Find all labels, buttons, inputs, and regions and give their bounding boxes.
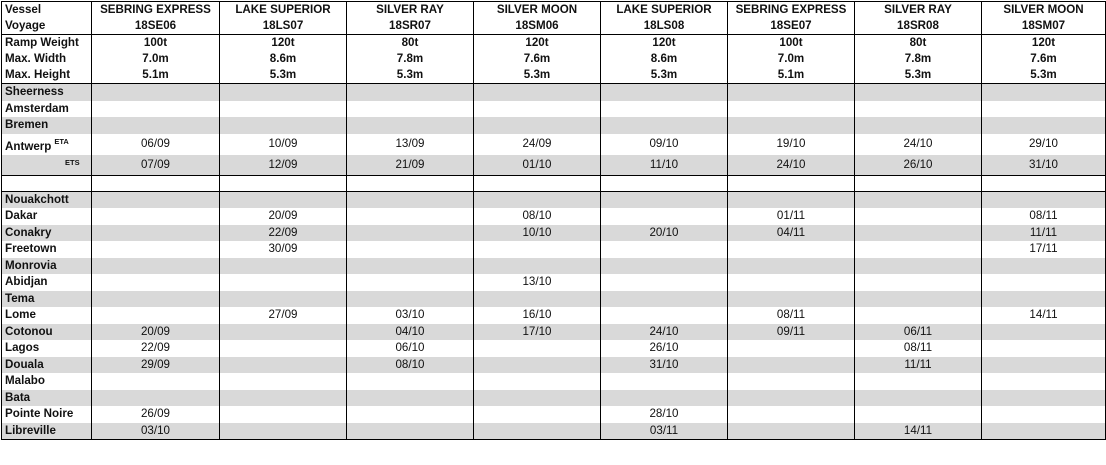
date-cell: 04/10 [347, 324, 474, 341]
date-cell [347, 373, 474, 390]
date-cell [982, 291, 1106, 308]
port-name: Bremen [5, 118, 49, 131]
port-name: Cotonou [2, 324, 92, 341]
date-cell: 04/11 [728, 225, 855, 242]
spec-value: 7.6m [982, 51, 1106, 67]
vessel-name: SILVER MOON [474, 2, 601, 19]
date-cell [92, 274, 220, 291]
port-row [2, 117, 1106, 134]
date-cell [347, 84, 474, 101]
port-row [2, 241, 1106, 258]
divider-cell [601, 175, 728, 191]
spec-value: 5.3m [347, 67, 474, 84]
date-cell [92, 241, 220, 258]
date-cell [855, 373, 982, 390]
date-cell [347, 390, 474, 407]
date-cell: 26/10 [855, 155, 982, 175]
spec-row [2, 35, 1106, 52]
date-cell [474, 117, 601, 134]
date-cell [601, 258, 728, 275]
port-name: Amsterdam [5, 101, 69, 115]
port-name: Nouakchott [2, 191, 92, 208]
date-cell [855, 208, 982, 225]
port-name: Lome [2, 307, 92, 324]
port-name: Freetown [2, 241, 92, 258]
date-cell: 17/11 [982, 241, 1106, 258]
vessel-name: SILVER RAY [347, 2, 474, 19]
port-name: Monrovia [2, 258, 92, 275]
port-row [2, 191, 1106, 208]
spec-value: 100t [92, 35, 220, 52]
date-cell [474, 84, 601, 101]
date-cell [601, 274, 728, 291]
date-cell [347, 423, 474, 440]
date-cell [728, 274, 855, 291]
date-cell [220, 423, 347, 440]
date-cell [855, 291, 982, 308]
date-cell [855, 258, 982, 275]
date-cell [347, 241, 474, 258]
date-cell: 08/10 [347, 357, 474, 374]
date-cell [601, 208, 728, 225]
date-cell [220, 406, 347, 423]
voyage-row [2, 18, 1106, 35]
date-cell [92, 84, 220, 101]
spec-row [2, 51, 1106, 67]
date-cell: 09/10 [601, 134, 728, 156]
spec-value: 120t [982, 35, 1106, 52]
date-cell: 27/09 [220, 307, 347, 324]
eta-tag: ETA [54, 136, 69, 146]
date-cell [92, 307, 220, 324]
spec-value: 120t [474, 35, 601, 52]
port-row [2, 357, 1106, 374]
date-cell [982, 258, 1106, 275]
spec-label: Ramp Weight [2, 35, 92, 52]
date-cell [855, 406, 982, 423]
date-cell: 16/10 [474, 307, 601, 324]
date-cell [855, 390, 982, 407]
vessel-name: SEBRING EXPRESS [728, 2, 855, 19]
date-cell: 22/09 [92, 340, 220, 357]
date-cell: 29/10 [982, 134, 1106, 156]
date-cell [92, 373, 220, 390]
port-row [2, 134, 1106, 156]
spec-value: 80t [347, 35, 474, 52]
spec-value: 5.3m [982, 67, 1106, 84]
date-cell: 29/09 [92, 357, 220, 374]
date-cell [474, 406, 601, 423]
date-cell [474, 258, 601, 275]
spec-row [2, 67, 1106, 84]
date-cell [220, 390, 347, 407]
date-cell: 10/10 [474, 225, 601, 242]
port-name-cell [2, 84, 92, 101]
date-cell [855, 241, 982, 258]
date-cell: 11/11 [982, 225, 1106, 242]
port-name: Sheerness [5, 85, 64, 98]
date-cell: 14/11 [855, 423, 982, 440]
date-cell: 31/10 [601, 357, 728, 374]
date-cell [728, 101, 855, 118]
date-cell [474, 241, 601, 258]
port-name: Douala [2, 357, 92, 374]
date-cell [220, 291, 347, 308]
date-cell [855, 101, 982, 118]
date-cell [347, 258, 474, 275]
date-cell [982, 324, 1106, 341]
port-row [2, 423, 1106, 440]
spec-value: 7.0m [92, 51, 220, 67]
port-name: Antwerp [5, 139, 52, 153]
date-cell [92, 101, 220, 118]
port-name: Abidjan [2, 274, 92, 291]
vessel-name: LAKE SUPERIOR [601, 2, 728, 19]
date-cell [728, 291, 855, 308]
date-cell: 24/09 [474, 134, 601, 156]
date-cell: 17/10 [474, 324, 601, 341]
date-cell [92, 191, 220, 208]
port-row [2, 155, 1106, 175]
port-row [2, 258, 1106, 275]
voyage-code: 18SM06 [474, 18, 601, 35]
port-row [2, 101, 1106, 118]
date-cell [855, 117, 982, 134]
date-cell [728, 390, 855, 407]
date-cell [92, 390, 220, 407]
date-cell: 20/09 [92, 324, 220, 341]
port-row [2, 208, 1106, 225]
date-cell: 03/10 [347, 307, 474, 324]
spec-value: 7.8m [855, 51, 982, 67]
date-cell [728, 340, 855, 357]
date-cell [474, 390, 601, 407]
voyage-label: Voyage [2, 18, 92, 35]
date-cell [601, 307, 728, 324]
divider-cell [220, 175, 347, 191]
date-cell: 08/11 [728, 307, 855, 324]
date-cell [982, 390, 1106, 407]
date-cell [474, 291, 601, 308]
date-cell [601, 390, 728, 407]
date-cell [220, 258, 347, 275]
date-cell [220, 357, 347, 374]
voyage-code: 18SR07 [347, 18, 474, 35]
date-cell: 21/09 [347, 155, 474, 175]
section-divider [2, 175, 1106, 191]
date-cell: 19/10 [728, 134, 855, 156]
date-cell [982, 423, 1106, 440]
date-cell [982, 84, 1106, 101]
divider-cell [855, 175, 982, 191]
date-cell [982, 373, 1106, 390]
date-cell: 08/10 [474, 208, 601, 225]
date-cell [728, 373, 855, 390]
date-cell [601, 291, 728, 308]
date-cell [855, 274, 982, 291]
date-cell [982, 117, 1106, 134]
divider-cell [2, 175, 92, 191]
date-cell [220, 84, 347, 101]
divider-cell [982, 175, 1106, 191]
date-cell [220, 274, 347, 291]
spec-value: 7.0m [728, 51, 855, 67]
date-cell: 06/10 [347, 340, 474, 357]
vessel-name: LAKE SUPERIOR [220, 2, 347, 19]
spec-value: 5.1m [92, 67, 220, 84]
port-name: Malabo [2, 373, 92, 390]
spec-value: 5.3m [474, 67, 601, 84]
voyage-code: 18SE07 [728, 18, 855, 35]
vessel-name: SILVER MOON [982, 2, 1106, 19]
date-cell: 13/10 [474, 274, 601, 291]
date-cell: 06/11 [855, 324, 982, 341]
date-cell: 14/11 [982, 307, 1106, 324]
date-cell: 30/09 [220, 241, 347, 258]
voyage-code: 18SM07 [982, 18, 1106, 35]
date-cell [728, 423, 855, 440]
date-cell: 20/09 [220, 208, 347, 225]
date-cell [347, 101, 474, 118]
date-cell [220, 340, 347, 357]
date-cell [728, 258, 855, 275]
date-cell: 26/09 [92, 406, 220, 423]
port-row [2, 406, 1106, 423]
date-cell [982, 406, 1106, 423]
date-cell [982, 340, 1106, 357]
date-cell [601, 191, 728, 208]
date-cell [474, 357, 601, 374]
port-name-cell [2, 101, 92, 118]
date-cell: 01/11 [728, 208, 855, 225]
date-cell [474, 101, 601, 118]
spec-value: 80t [855, 35, 982, 52]
spec-value: 100t [728, 35, 855, 52]
vessel-name: SILVER RAY [855, 2, 982, 19]
date-cell [474, 373, 601, 390]
port-row [2, 84, 1106, 101]
date-cell [601, 241, 728, 258]
date-cell: 11/11 [855, 357, 982, 374]
vessel-name: SEBRING EXPRESS [92, 2, 220, 19]
spec-value: 5.3m [220, 67, 347, 84]
vessel-name-row [2, 2, 1106, 19]
date-cell [982, 191, 1106, 208]
date-cell [347, 274, 474, 291]
date-cell: 20/10 [601, 225, 728, 242]
port-row [2, 340, 1106, 357]
date-cell [220, 117, 347, 134]
sailing-schedule-table [1, 1, 1106, 440]
date-cell: 24/10 [855, 134, 982, 156]
vessel-label: Vessel [2, 2, 92, 19]
divider-cell [92, 175, 220, 191]
divider-cell [728, 175, 855, 191]
port-name: Dakar [2, 208, 92, 225]
date-cell [728, 357, 855, 374]
date-cell: 24/10 [728, 155, 855, 175]
port-name-cell [2, 134, 92, 156]
date-cell [601, 101, 728, 118]
voyage-code: 18LS08 [601, 18, 728, 35]
date-cell: 08/11 [982, 208, 1106, 225]
port-name-cell [2, 155, 92, 175]
date-cell [347, 291, 474, 308]
voyage-code: 18SR08 [855, 18, 982, 35]
port-row [2, 274, 1106, 291]
date-cell: 22/09 [220, 225, 347, 242]
date-cell [474, 423, 601, 440]
date-cell [220, 373, 347, 390]
date-cell [728, 84, 855, 101]
date-cell [728, 241, 855, 258]
date-cell: 08/11 [855, 340, 982, 357]
port-name: Pointe Noire [2, 406, 92, 423]
date-cell [474, 191, 601, 208]
spec-label: Max. Width [2, 51, 92, 67]
date-cell [92, 208, 220, 225]
date-cell [601, 117, 728, 134]
date-cell: 26/10 [601, 340, 728, 357]
date-cell [220, 191, 347, 208]
date-cell [855, 307, 982, 324]
date-cell: 13/09 [347, 134, 474, 156]
spec-value: 7.8m [347, 51, 474, 67]
divider-cell [474, 175, 601, 191]
date-cell [92, 117, 220, 134]
date-cell [347, 225, 474, 242]
spec-label: Max. Height [2, 67, 92, 84]
date-cell: 03/11 [601, 423, 728, 440]
voyage-code: 18SE06 [92, 18, 220, 35]
date-cell: 12/09 [220, 155, 347, 175]
date-cell: 06/09 [92, 134, 220, 156]
port-name: Libreville [2, 423, 92, 440]
date-cell [92, 291, 220, 308]
spec-value: 5.1m [728, 67, 855, 84]
date-cell: 07/09 [92, 155, 220, 175]
date-cell [474, 340, 601, 357]
date-cell [728, 406, 855, 423]
date-cell [347, 208, 474, 225]
spec-value: 120t [601, 35, 728, 52]
ets-tag: ETS [65, 158, 80, 167]
date-cell [92, 225, 220, 242]
date-cell [728, 117, 855, 134]
spec-value: 8.6m [220, 51, 347, 67]
date-cell [855, 191, 982, 208]
date-cell: 28/10 [601, 406, 728, 423]
date-cell: 31/10 [982, 155, 1106, 175]
port-name: Lagos [2, 340, 92, 357]
date-cell [982, 274, 1106, 291]
date-cell: 09/11 [728, 324, 855, 341]
date-cell [855, 84, 982, 101]
port-row [2, 390, 1106, 407]
spec-value: 5.3m [855, 67, 982, 84]
port-name-cell [2, 117, 92, 134]
spec-value: 120t [220, 35, 347, 52]
port-name: Bata [2, 390, 92, 407]
date-cell [982, 101, 1106, 118]
spec-value: 5.3m [601, 67, 728, 84]
spec-value: 7.6m [474, 51, 601, 67]
date-cell [601, 84, 728, 101]
port-row [2, 225, 1106, 242]
divider-cell [347, 175, 474, 191]
port-row [2, 373, 1106, 390]
spec-value: 8.6m [601, 51, 728, 67]
date-cell: 11/10 [601, 155, 728, 175]
date-cell [347, 406, 474, 423]
port-row [2, 291, 1106, 308]
date-cell [601, 373, 728, 390]
date-cell [347, 191, 474, 208]
date-cell [220, 324, 347, 341]
date-cell: 10/09 [220, 134, 347, 156]
date-cell [982, 357, 1106, 374]
date-cell [855, 225, 982, 242]
date-cell [220, 101, 347, 118]
date-cell: 24/10 [601, 324, 728, 341]
date-cell [92, 258, 220, 275]
voyage-code: 18LS07 [220, 18, 347, 35]
date-cell: 03/10 [92, 423, 220, 440]
date-cell: 01/10 [474, 155, 601, 175]
date-cell [728, 191, 855, 208]
port-row [2, 307, 1106, 324]
port-name: Conakry [2, 225, 92, 242]
date-cell [347, 117, 474, 134]
port-row [2, 324, 1106, 341]
port-name: Tema [2, 291, 92, 308]
